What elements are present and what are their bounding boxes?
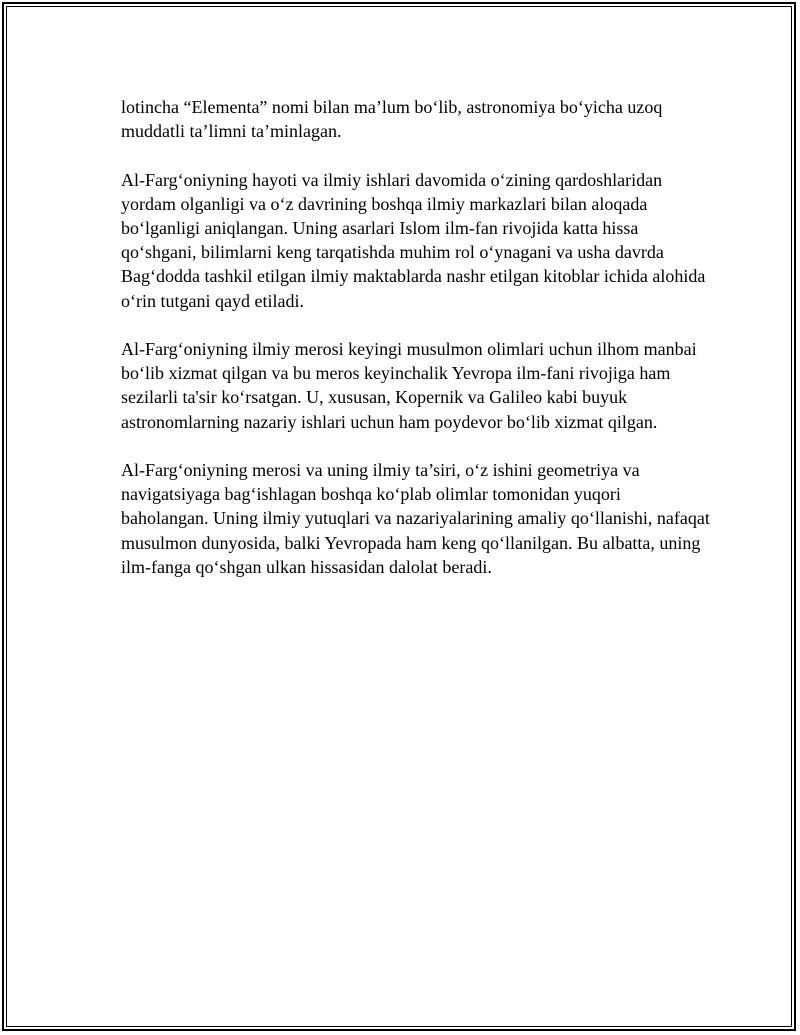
page-frame [2,2,796,1031]
paragraph-2: Al-Farg‘oniyning hayoti va ilmiy ishlari davomida o‘zining qardoshlaridan yordam olganligi va o‘z davrining boshqa ilmiy markazlari bilan aloqada bo‘lganligi aniqlangan. Uning asarlari Islom ilm-fan rivojida katta hissa qo‘shgani, bilimlarni keng tarqatishda muhim rol o‘ynagani va usha davrda Bag‘dodda tashkil etilgan ilmiy maktablarda nashr etilgan kitoblar ichida alohida o‘rin tutgani qayd etiladi. [121,169,706,311]
paragraph-3: Al-Farg‘oniyning ilmiy merosi keyingi musulmon olimlari uchun ilhom manbai bo‘lib xizmat qilgan va bu meros keyinchalik Yevropa ilm-fani rivojiga ham sezilarli ta'sir ko‘rsatgan. U, xususan, Kopernik va Galileo kabi buyuk astronomlarning nazariy ishlari uchun ham poydevor bo‘lib xizmat qilgan. [121,339,697,432]
paragraph-4: Al-Farg‘oniyning merosi va uning ilmiy ta’siri, o‘z ishini geometriya va navigatsiyaga bag‘ishlagan boshqa ko‘plab olimlar tomonidan yuqori baholangan. Uning ilmiy yutuqlari va nazariyalarining amaliy qo‘llanishi, nafaqat musulmon dunyosida, balki Yevropada ham keng qo‘llanilgan. Bu albatta, uning ilm-fanga qo‘shgan ulkan hissasidan dalolat beradi. [121,460,710,577]
paragraph-1: lotincha “Elementa” nomi bilan ma’lum bo‘lib, astronomiya bo‘yicha uzoq muddatli ta’limni ta’minlagan. [121,97,663,142]
document-body [121,95,711,603]
